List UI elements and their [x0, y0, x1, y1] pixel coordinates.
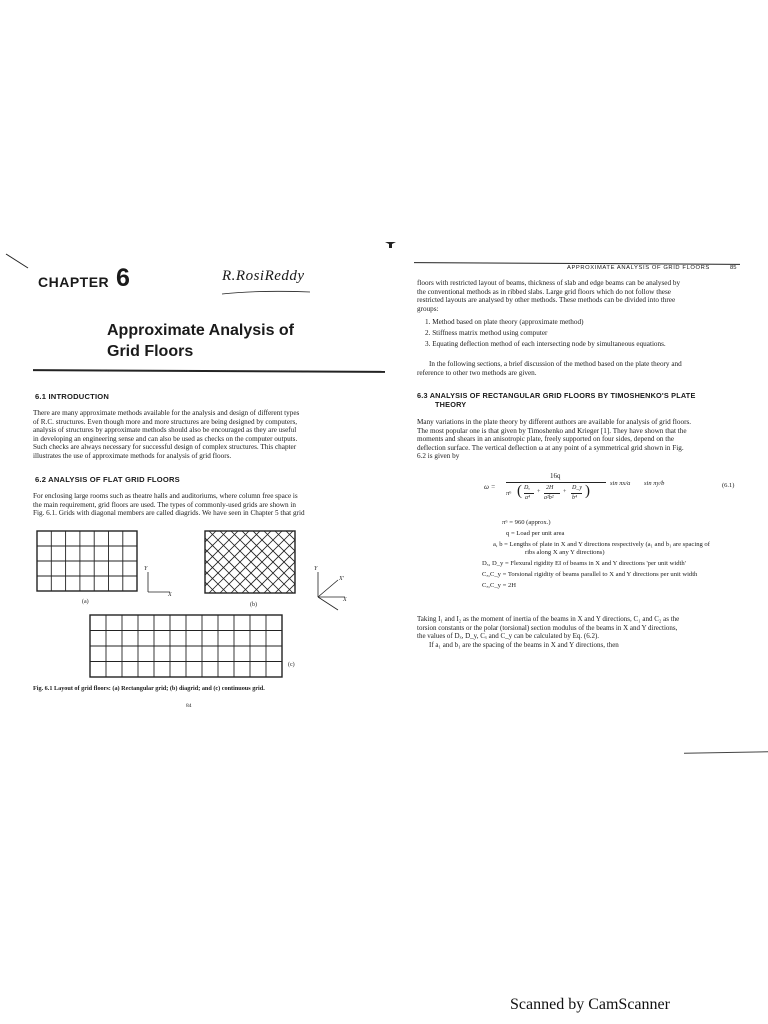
equation-lhs: ω =: [484, 483, 496, 491]
axis-b-y-label: Y: [314, 566, 318, 572]
definition-item: ribs along X any Y directions): [525, 549, 605, 556]
term1-den: a⁴: [525, 495, 531, 501]
equation-number: (6.1): [722, 482, 735, 489]
definitions: [420, 519, 746, 590]
text-line: Taking I₁ and I₂ as the moment of inertia of the beams in X and Y directions, C₁ and C₂ as the: [417, 615, 680, 623]
following-text: [417, 360, 743, 377]
figure-label-a: (a): [82, 599, 89, 605]
left-page-number: 84: [186, 703, 192, 709]
chapter-title-line1: Approximate Analysis of: [107, 322, 295, 339]
diagrid-beam: [330, 531, 392, 593]
right-page-number: 85: [730, 265, 737, 271]
plus-2: +: [563, 489, 567, 495]
equation-pi6: π⁶: [506, 490, 512, 497]
section-6-3-text: [417, 418, 743, 461]
figure-caption: Fig. 6.1 Layout of grid floors: (a) Rectangular grid; (b) diagrid; and (c) continuous grid.: [33, 685, 265, 692]
paren-close: ): [585, 483, 590, 499]
sin-y-term: sin πy/b: [644, 480, 665, 487]
running-header: APPROXIMATE ANALYSIS OF GRID FLOORS: [567, 265, 710, 271]
figure-label-b: (b): [250, 602, 257, 608]
text-line: torsion constants or the polar (torsional) section modulus of the beams in X and Y directions,: [417, 623, 678, 632]
axis-b-x-label: X: [343, 597, 347, 603]
term3-den: b⁴: [572, 495, 578, 501]
sin-x-term: sin πx/a: [610, 480, 631, 487]
term1-bar: [524, 493, 534, 494]
chapter-title-line2: Grid Floors: [107, 343, 194, 360]
axis-a-y-label: Y: [144, 566, 148, 572]
text-line: the conventional methods as in ribbed slabs. Large grid floors which do not follow these: [417, 287, 671, 296]
text-line: analysis of structures by approximate methods should also be encouraged as they are useful: [33, 426, 297, 435]
text-line: of R.C. structures. Even though more and more structures are being designed by computers,: [33, 417, 298, 426]
diagrid: [143, 531, 414, 593]
rectangular-grid: [37, 531, 137, 591]
definition-item: a, b = Lengths of plate in X and Y directions respectively (a₁ and b₁ are spacing of: [493, 541, 710, 548]
text-line: In the following sections, a brief discussion of the method based on the plate theory and: [429, 360, 682, 368]
diagrid-beam: [143, 531, 205, 593]
term3-num: D_y: [572, 485, 582, 491]
definition-item: q = Load per unit area: [506, 530, 565, 537]
diagrid-beam: [330, 531, 392, 593]
text-line: The most popular one is that given by Timoshenko and Krieger [1]. They have shown that the: [417, 426, 687, 435]
axis-b-xprime-label: X': [339, 576, 344, 582]
text-line: 6.2 is given by: [417, 452, 460, 461]
paren-open: (: [517, 483, 522, 499]
list-item: 1. Method based on plate theory (approximate method): [425, 318, 584, 326]
figure-label-c: (c): [288, 662, 295, 668]
text-line: There are many approximate methods available for the analysis and design of different types: [33, 409, 300, 417]
camscanner-watermark: Scanned by CamScanner: [510, 996, 670, 1013]
text-line: If a₁ and b₁ are the spacing of the beams in X and Y directions, then: [429, 640, 619, 649]
plus-1: +: [537, 489, 541, 495]
diagrid-beam: [319, 531, 381, 593]
chapter-number: 6: [116, 264, 130, 292]
text-line: floors with restricted layout of beams, thickness of slab and edge beams can be analysed by: [417, 279, 681, 287]
section-6-1-heading: 6.1 INTRODUCTION: [35, 392, 110, 401]
list-item: 2. Stiffness matrix method using computer: [425, 329, 548, 337]
axis-a: [148, 572, 170, 592]
text-line: groups:: [417, 304, 439, 313]
text-line: Fig. 6.1. Grids with diagonal members are called diagrids. We have seen in Chapter 5 that grid: [33, 509, 305, 518]
text-line: illustrates the use of approximate methods for analysis of grid floors.: [33, 451, 232, 460]
definition-item: Cₓ,C_y = 2H: [482, 582, 517, 589]
right-page: [384, 0, 768, 1024]
text-line: deflection surface. The vertical deflection ω at any point of a symmetrical grid shown in Fig.: [417, 443, 684, 452]
text-line: the values of Dₓ, D_y, Cₓ and C_y can be calculated by Eq. (6.2).: [417, 632, 600, 641]
term2-den: a²b²: [544, 495, 554, 501]
text-line: reference to other two methods are given.: [417, 368, 537, 377]
text-line: For enclosing large rooms such as theatre halls and auditoriums, where column free space is: [33, 492, 298, 500]
term3-bar: [571, 493, 582, 494]
term2-num: 2H: [546, 485, 554, 491]
section-6-3-heading-cont: THEORY: [435, 400, 467, 409]
text-line: restricted layouts are analysed by other methods. These methods can be divided into three: [417, 296, 676, 305]
figure-6-1: [0, 0, 384, 720]
diagrid-beam: [297, 531, 359, 593]
closing-text: [417, 615, 743, 649]
equation-numerator: 16q: [550, 472, 561, 480]
diagrid-beam: [319, 531, 381, 593]
term2-bar: [544, 493, 560, 494]
section-6-3-heading: 6.3 ANALYSIS OF RECTANGULAR GRID FLOORS BY TIMOSHENKO'S PLATE: [417, 391, 696, 400]
text-line: in developing an engineering sense and can also be used as checks on the computer outputs.: [33, 434, 298, 443]
list-item: 3. Equating deflection method of each intersecting node by simultaneous equations.: [425, 340, 666, 348]
methods-list: [425, 318, 745, 349]
continuous-grid: [90, 615, 282, 677]
diagrid-beam: [297, 531, 359, 593]
definition-item: Dₓ, D_y = Flexural rigidity EI of beams in X and Y directions 'per unit width': [482, 560, 686, 567]
text-line: Many variations in the plate theory by different authors are available for analysis of grid floors.: [417, 418, 692, 426]
text-line: the main requirement, grid floors are used. The types of commonly-used grids are shown in: [33, 500, 296, 509]
term1-num: Dₓ: [524, 485, 531, 491]
equation-6-1: [484, 470, 744, 510]
diagrid-beam: [308, 531, 370, 593]
diagrid-beam: [143, 531, 205, 593]
definition-item: π⁶ = 960 (approx.): [502, 519, 551, 526]
handwritten-signature: R.RosiReddy: [222, 268, 305, 284]
definition-item: Cₓ,C_y = Torsional rigidity of beams parallel to X and Y directions per unit width: [482, 571, 698, 578]
text-line: Such checks are always necessary for successful design of complex structures. This chapter: [33, 443, 297, 452]
intro-text: [417, 279, 743, 313]
section-6-2-heading: 6.2 ANALYSIS OF FLAT GRID FLOORS: [35, 475, 180, 484]
page-edge-line: [684, 751, 768, 753]
diagrid-beam: [308, 531, 370, 593]
chapter-label: CHAPTER: [38, 274, 110, 290]
axis-a-x-label: X: [168, 592, 172, 598]
text-line: moments and shears in an anisotropic plate, freely supported on four sides, depend on the: [417, 435, 675, 444]
